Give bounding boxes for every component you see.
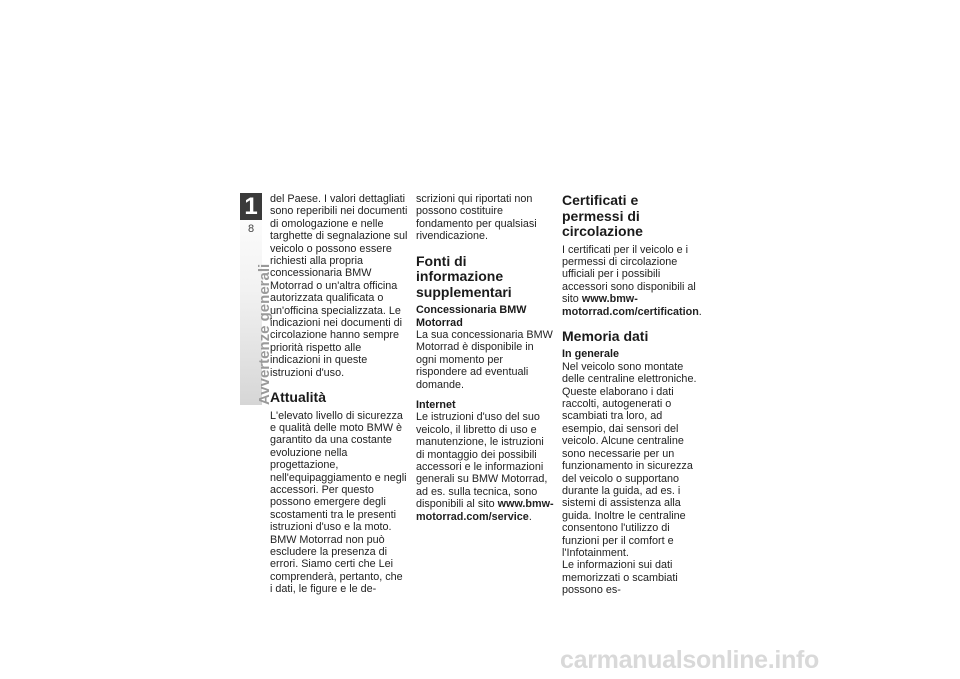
col2-concessionaria-paragraph: La sua concessionaria BMW Motorrad è disponibile in ogni momento per rispondere ad eventuali domande. — [416, 328, 553, 391]
subheading-internet: Internet — [416, 398, 456, 411]
internet-end: . — [528, 510, 532, 523]
subheading-in-generale: In generale — [562, 348, 620, 361]
heading-certificati: Certificati e permessi di circolazione — [562, 192, 643, 239]
certificati-end: . — [698, 305, 702, 318]
col3-memoria-paragraph: Nel veicolo sono montate delle centraline elettroniche. Queste elaborano i dati raccolti, autogenerati o scambiati tra loro, ad esempio, dai sensori del veicolo. Alcune centraline sono necessarie per un funzionamento in sicurezza del veicolo o supportano durante la guida, ad es. i sistemi di assistenza alla guida. Inoltre le centraline consentono l'utilizzo di funzioni per il comfort e l'Infotainment. — [562, 360, 697, 559]
col3-final-paragraph: Le informazioni sui dati memorizzati o scambiati possono es- — [562, 559, 678, 597]
page-number: 8 — [247, 223, 255, 235]
chapter-title: Avvertenze generali — [256, 263, 273, 405]
col3-certificati-paragraph — [562, 244, 700, 318]
internet-text: Le istruzioni d'uso del suo veicolo, il libretto di uso e manutenzione, le istruzioni di montaggio dei possibili accessori e le informazioni generali su BMW Motorrad, ad es. sulla tecnica, sono disponibili al sito — [416, 411, 548, 511]
watermark: carmanualsonline.info — [560, 646, 820, 674]
service-link[interactable]: www.bmw-motorrad.com/service — [416, 498, 554, 523]
text-column-2 — [416, 193, 554, 523]
heading-fonti-informazione: Fonti di informazione supplementari — [416, 252, 512, 300]
col2-internet-paragraph — [416, 411, 554, 523]
col2-intro-paragraph: scrizioni qui riportati non possono costituire fondamento per qualsiasi rivendicazione. — [416, 193, 537, 243]
certificati-text: I certificati per il veicolo e i permessi di circolazione ufficiali per i possibili accessori sono disponibili al sito — [562, 243, 696, 306]
subheading-concessionaria: Concessionaria BMW Motorrad — [416, 304, 527, 329]
heading-memoria-dati: Memoria dati — [562, 327, 649, 344]
text-column-3 — [562, 193, 700, 597]
chapter-number: 1 — [240, 193, 262, 220]
heading-attualita: Attualità — [270, 389, 326, 406]
col1-intro-paragraph: del Paese. I valori dettagliati sono reperibili nei documenti di omologazione e nelle targhette di segnalazione sul veicolo o possono essere richiesti alla propria concessionaria BMW Motorrad o un'altra officina autorizzata qualificata o un'officina specializzata. Le indicazioni nei documenti di circolazione hanno sempre priorità rispetto alle indicazioni in queste istruzioni d'uso. — [270, 193, 408, 379]
col1-body-paragraph: L'elevato livello di sicurezza e qualità delle moto BMW è garantito da una costante evoluzione nella progettazione, nell'equipaggiamento e negli accessori. Per questo possono emergere degli scostamenti tra le presenti istruzioni d'uso e la moto. BMW Motorrad non può escludere la presenza di errori. Siamo certi che Lei comprenderà, pertanto, che i dati, le figure e le de- — [270, 409, 407, 596]
text-column-1 — [270, 193, 408, 596]
certification-link[interactable]: www.bmw-motorrad.com/certification — [562, 293, 699, 318]
